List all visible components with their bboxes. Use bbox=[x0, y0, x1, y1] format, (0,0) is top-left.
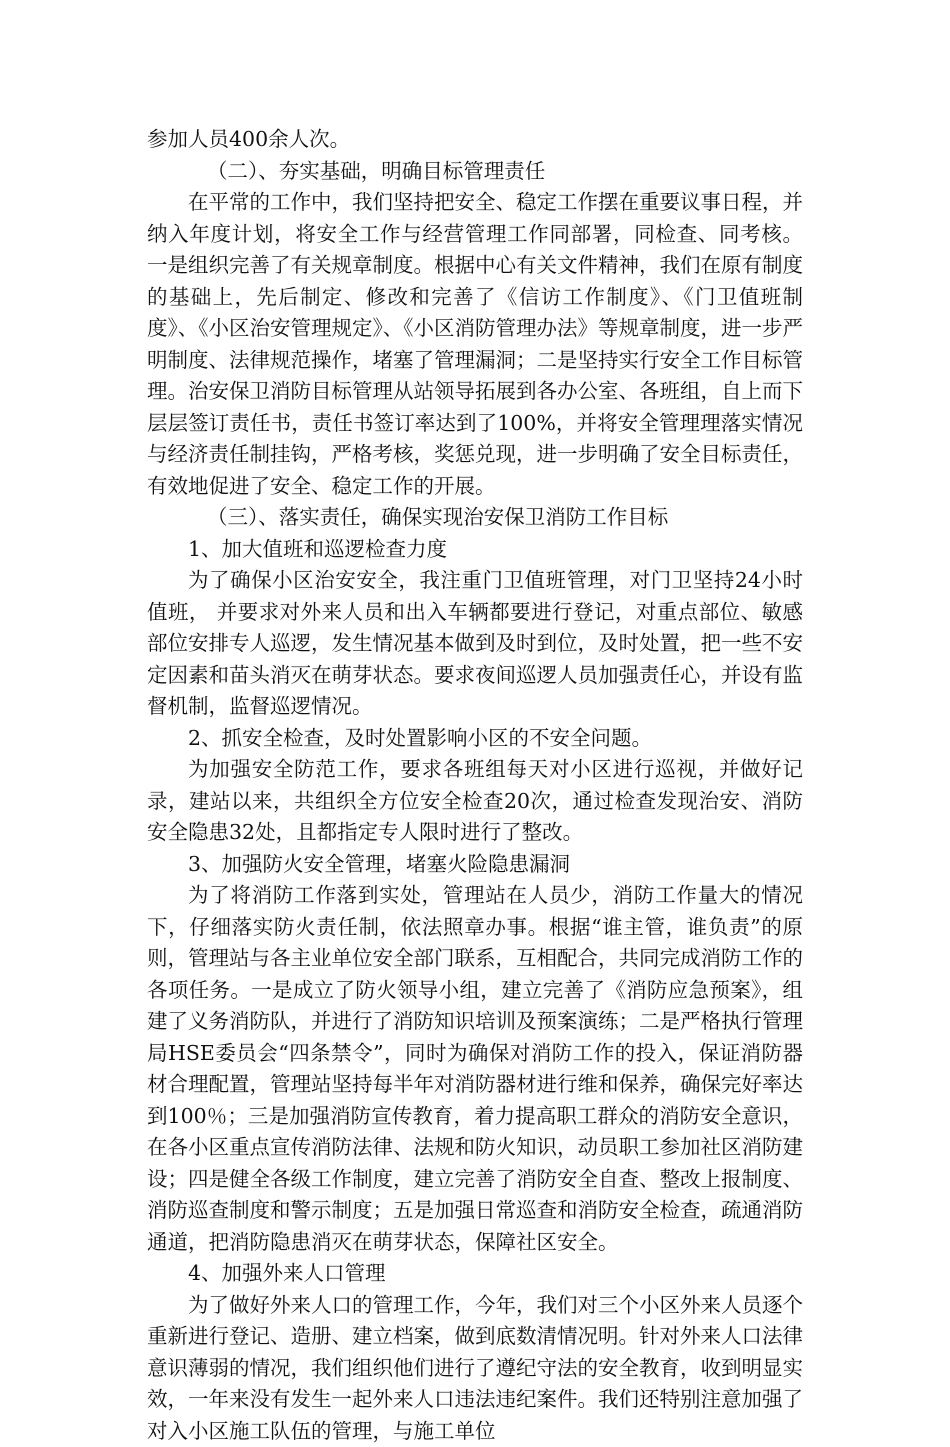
subheading-4: 4、加强外来人口管理 bbox=[147, 1258, 803, 1290]
paragraph-continuation: 参加人员400余人次。 bbox=[147, 124, 803, 156]
paragraph-patrol: 为了确保小区治安安全，我注重门卫值班管理，对门卫坚持24小时值班， 并要求对外来人员和出入车辆都要进行登记，对重点部位、敏感部位安排专人巡逻，发生情况基本做到及时到位，及时处置，把一些不安定因素和苗头消灭在萌芽状态。要求夜间巡逻人员加强责任心，并设有监督机制，监督巡逻情况。 bbox=[147, 565, 803, 723]
paragraph-migrant-management: 为了做好外来人口的管理工作，今年，我们对三个小区外来人员逐个重新进行登记、造册、建立档案，做到底数清情况明。针对外来人口法律意识薄弱的情况，我们组织他们进行了遵纪守法的安全教育，收到明显实效，一年来没有发生一起外来人口违法违纪案件。我们还特别注意加强了对入小区施工队伍的管理，与施工单位 bbox=[147, 1290, 803, 1447]
subheading-1: 1、加大值班和巡逻检查力度 bbox=[147, 534, 803, 566]
paragraph-fire-safety: 为了将消防工作落到实处，管理站在人员少，消防工作量大的情况下，仔细落实防火责任制，依法照章办事。根据“谁主管，谁负责”的原则，管理站与各主业单位安全部门联系，互相配合，共同完成消防工作的各项任务。一是成立了防火领导小组，建立完善了《消防应急预案》，组建了义务消防队，并进行了消防知识培训及预案演练；二是严格执行管理局HSE委员会“四条禁令”，同时为确保对消防工作的投入，保证消防器材合理配置，管理站坚持每半年对消防器材进行维和保养，确保完好率达到100％；三是加强消防宣传教育，着力提高职工群众的消防安全意识，在各小区重点宣传消防法律、法规和防火知识，动员职工参加社区消防建设；四是健全各级工作制度，建立完善了消防安全自查、整改上报制度、消防巡查制度和警示制度；五是加强日常巡查和消防安全检查，疏通消防通道，把消防隐患消灭在萌芽状态，保障社区安全。 bbox=[147, 880, 803, 1258]
paragraph-foundation: 在平常的工作中，我们坚持把安全、稳定工作摆在重要议事日程，并纳入年度计划，将安全工作与经营管理工作同部署，同检查、同考核。 一是组织完善了有关规章制度。根据中心有关文件精神，我们在原有制度的基础上，先后制定、修改和完善了《信访工作制度》、《门卫值班制度》、《小区治安管理规定》、《小区消防管理办法》等规章制度，进一步严明制度、法律规范操作，堵塞了管理漏洞；二是坚持实行安全工作目标管理。治安保卫消防目标管理从站领导拓展到各办公室、各班组，自上而下层层签订责任书，责任书签订率达到了100%，并将安全管理理落实情况与经济责任制挂钩，严格考核，奖惩兑现，进一步明确了安全目标责任，有效地促进了安全、稳定工作的开展。 bbox=[147, 187, 803, 502]
subheading-2: 2、抓安全检查，及时处置影响小区的不安全问题。 bbox=[147, 723, 803, 755]
subheading-3: 3、加强防火安全管理，堵塞火险隐患漏洞 bbox=[147, 849, 803, 881]
section-heading-2: （二）、夯实基础，明确目标管理责任 bbox=[147, 156, 803, 188]
paragraph-inspection: 为加强安全防范工作，要求各班组每天对小区进行巡视，并做好记录，建站以来，共组织全方位安全检查20次，通过检查发现治安、消防安全隐患32处，且都指定专人限时进行了整改。 bbox=[147, 754, 803, 849]
document-body bbox=[147, 124, 803, 1447]
section-heading-3: （三）、落实责任，确保实现治安保卫消防工作目标 bbox=[147, 502, 803, 534]
